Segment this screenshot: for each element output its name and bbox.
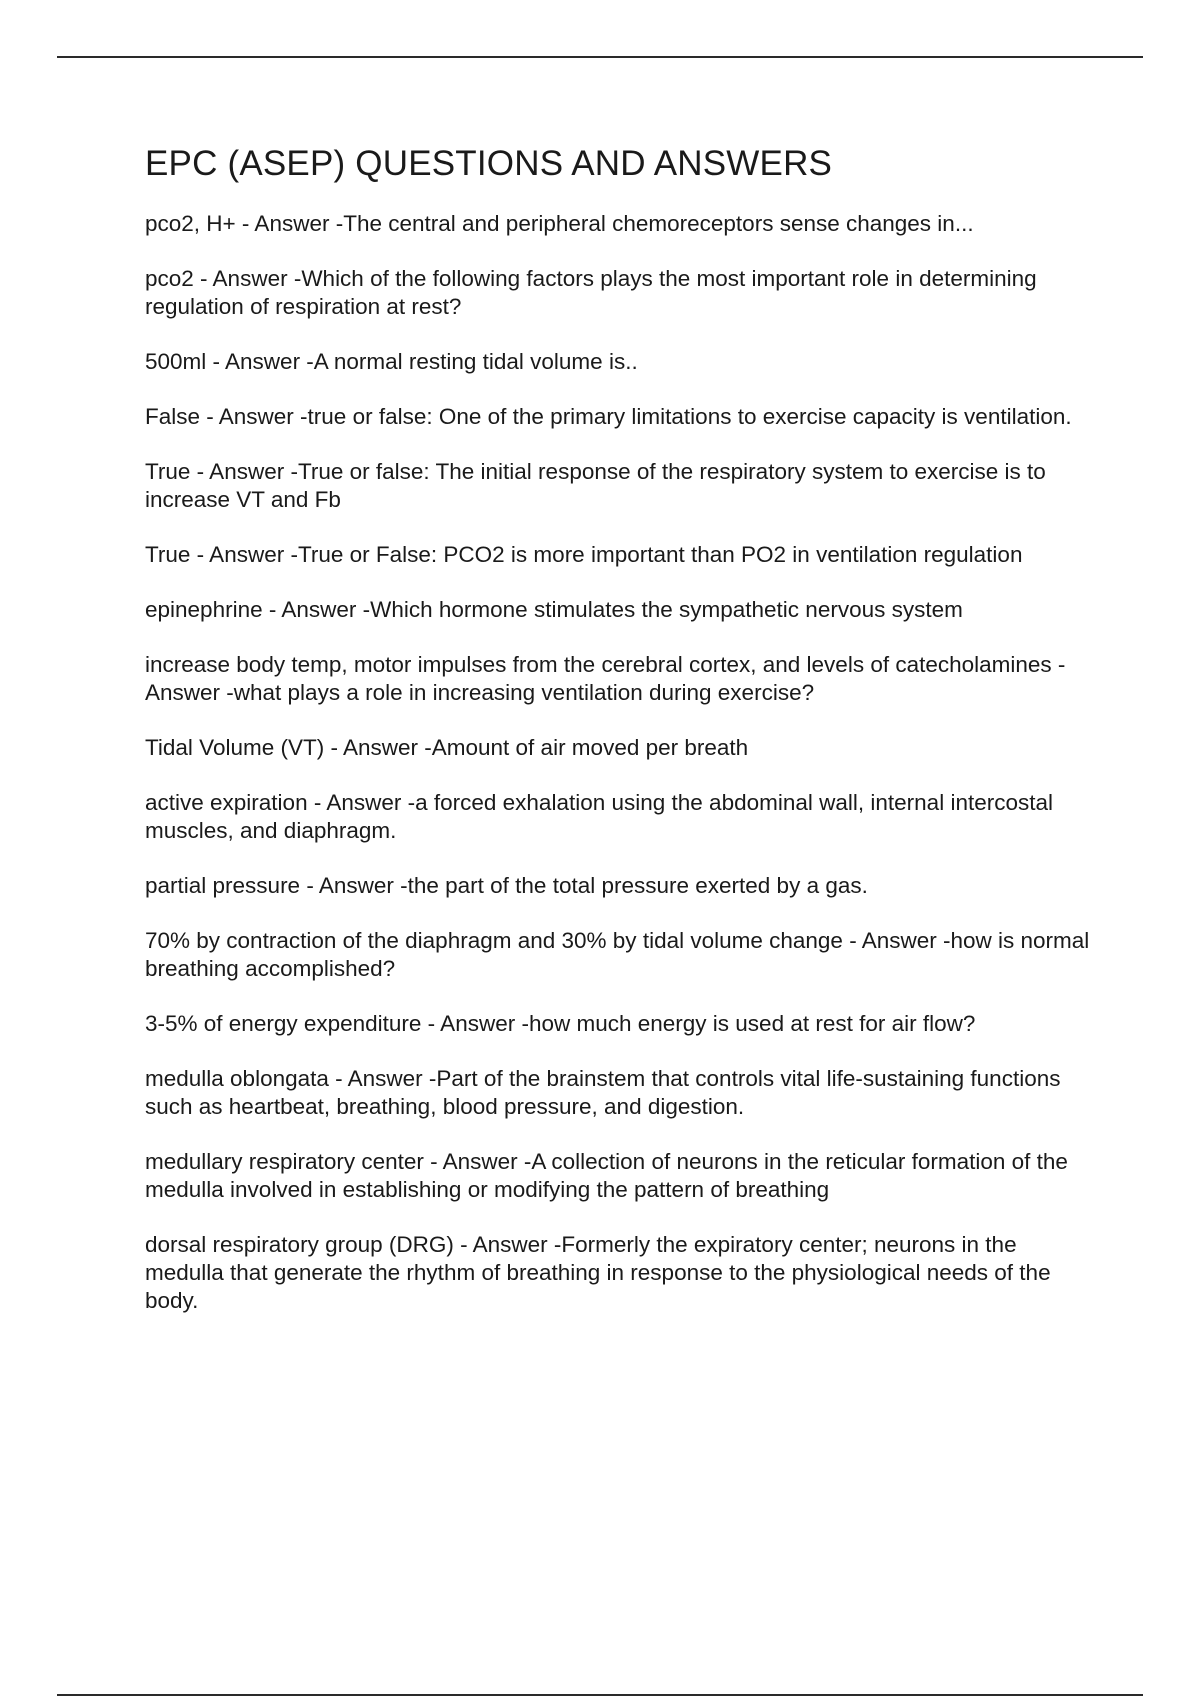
qa-entry: 500ml - Answer -A normal resting tidal volume is.. bbox=[145, 349, 638, 374]
top-rule bbox=[57, 56, 1143, 58]
document-title: EPC (ASEP) QUESTIONS AND ANSWERS bbox=[145, 144, 833, 183]
qa-entry: medullary respiratory center - Answer -A collection of neurons in the reticular formation of the medulla involved in establishing or modifying the pattern of breathing bbox=[145, 1149, 1068, 1202]
qa-entry: Tidal Volume (VT) - Answer -Amount of air moved per breath bbox=[145, 735, 749, 760]
qa-entry: medulla oblongata - Answer -Part of the brainstem that controls vital life-sustaining functions such as heartbeat, breathing, blood pressure, and digestion. bbox=[145, 1066, 1061, 1119]
bottom-rule bbox=[57, 1694, 1143, 1696]
document-body bbox=[145, 142, 1095, 1342]
qa-entry: increase body temp, motor impulses from the cerebral cortex, and levels of catecholamines - Answer -what plays a role in increasing ventilation during exercise? bbox=[145, 652, 1066, 705]
qa-entry: pco2, H+ - Answer -The central and peripheral chemoreceptors sense changes in... bbox=[145, 211, 974, 236]
qa-entry: partial pressure - Answer -the part of the total pressure exerted by a gas. bbox=[145, 873, 868, 898]
qa-entry: 70% by contraction of the diaphragm and 30% by tidal volume change - Answer -how is normal breathing accomplished? bbox=[145, 928, 1090, 981]
qa-entry: active expiration - Answer -a forced exhalation using the abdominal wall, internal intercostal muscles, and diaphragm. bbox=[145, 790, 1053, 843]
qa-entry: True - Answer -True or false: The initial response of the respiratory system to exercise is to increase VT and Fb bbox=[145, 459, 1046, 512]
qa-entry: False - Answer -true or false: One of the primary limitations to exercise capacity is ventilation. bbox=[145, 404, 1072, 429]
qa-entry: pco2 - Answer -Which of the following factors plays the most important role in determining regulation of respiration at rest? bbox=[145, 266, 1037, 319]
qa-entry: epinephrine - Answer -Which hormone stimulates the sympathetic nervous system bbox=[145, 597, 963, 622]
qa-entry: True - Answer -True or False: PCO2 is more important than PO2 in ventilation regulation bbox=[145, 542, 1023, 567]
qa-entry: dorsal respiratory group (DRG) - Answer -Formerly the expiratory center; neurons in the medulla that generate the rhythm of breathing in response to the physiological needs of the body. bbox=[145, 1232, 1051, 1313]
qa-entry: 3-5% of energy expenditure - Answer -how much energy is used at rest for air flow? bbox=[145, 1011, 976, 1036]
